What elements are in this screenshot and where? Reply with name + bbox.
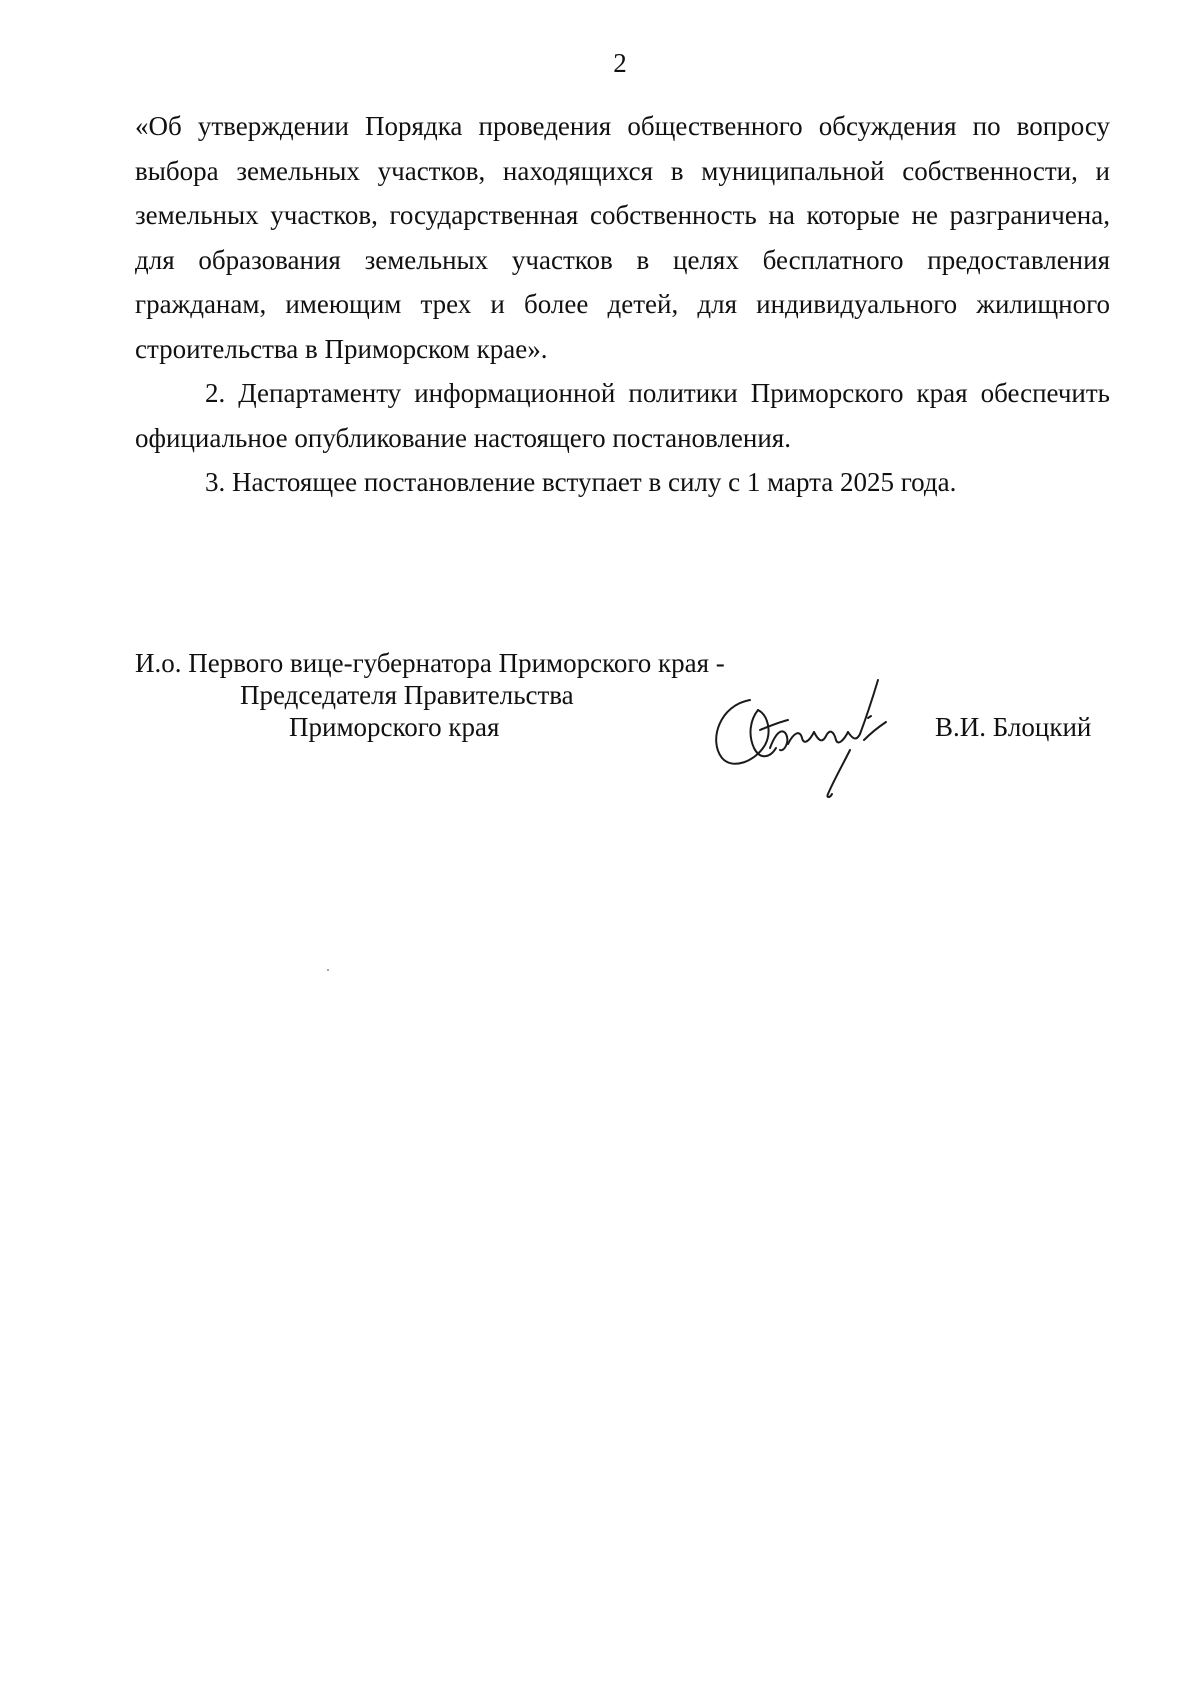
handwritten-signature <box>710 670 940 800</box>
page-number: 2 <box>613 48 627 78</box>
paragraph-order-title: «Об утверждении Порядка проведения общественного обсуждения по вопросу выбора земельных участков, находящихся в муниципальной собственности, и земельных участков, государственная собственность на которые не разграничена, для образования земельных участков в целях бесплатного предоставления гражданам, имеющим трех и более детей, для индивидуального жилищного строительства в Приморском крае». <box>135 111 1110 364</box>
signatory-name: В.И. Блоцкий <box>935 712 1092 742</box>
signatory-title-line3: Приморского края <box>289 712 500 742</box>
scan-speck <box>327 969 329 971</box>
paragraph-item-2: 2. Департаменту информационной политики Приморского края обеспечить официальное опубликование настоящего постановления. <box>135 378 1110 453</box>
paragraph-item-3: 3. Настоящее постановление вступает в силу с 1 марта 2025 года. <box>205 467 957 497</box>
signatory-title-line1: И.о. Первого вице-губернатора Приморского края - <box>135 648 725 678</box>
document-body <box>135 104 1110 505</box>
signatory-title-line2: Председателя Правительства <box>240 680 574 710</box>
